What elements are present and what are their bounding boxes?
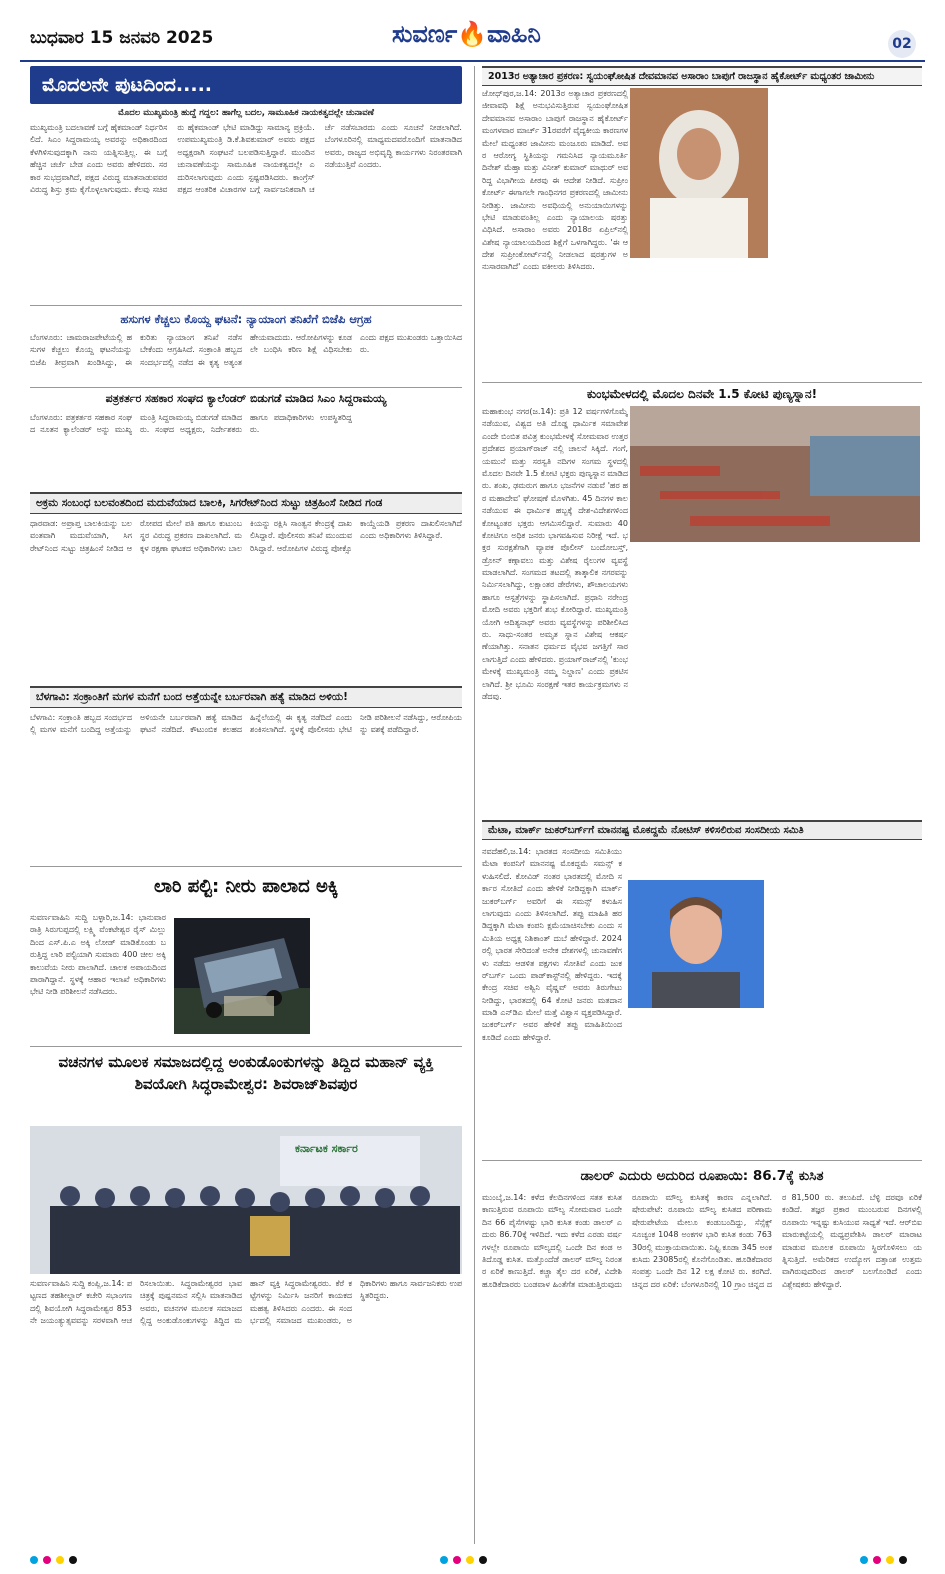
article-headline: ಬೆಳಗಾವಿ: ಸಂಕ್ರಾಂತಿಗೆ ಮಗಳ ಮನೆಗೆ ಬಂದ ಅತ್ತೆಯನ್ನೇ ಬರ್ಬರವಾಗಿ ಹತ್ಯೆ ಮಾಡಿದ ಅಳಿಯ! xyxy=(30,686,462,708)
article-headline: ಡಾಲರ್ ಎದುರು ಅದುರಿದ ರೂಪಾಯಿ: 86.7ಕ್ಕೆ ಕುಸಿತ xyxy=(580,1168,824,1184)
divider xyxy=(482,382,922,383)
section-banner: ಮೊದಲನೇ ಪುಟದಿಂದ..... xyxy=(30,66,462,104)
divider xyxy=(30,866,462,867)
article-body-continued xyxy=(628,1012,764,1146)
color-dot xyxy=(453,1556,461,1564)
color-dot xyxy=(43,1556,51,1564)
color-dot xyxy=(69,1556,77,1564)
footer xyxy=(0,1548,945,1574)
column-divider xyxy=(474,66,475,1544)
color-dot xyxy=(56,1556,64,1564)
color-dot xyxy=(860,1556,868,1564)
color-dot xyxy=(440,1556,448,1564)
logo-text-part2: ವಾಹಿನಿ xyxy=(487,20,541,48)
article-headline: ವಚನಗಳ ಮೂಲಕ ಸಮಾಜದಲ್ಲಿದ್ದ ಅಂಕುಡೊಂಕುಗಳನ್ನು ತಿದ್ದಿದ ಮಹಾನ್ ವ್ಯಕ್ತಿ ಶಿವಯೋಗಿ ಸಿದ್ಧರಾಮೇಶ್ವರ: ಶಿವರಾಜ್‌ಶಿವಪುರ xyxy=(58,1053,434,1093)
page-number: 02 xyxy=(888,30,916,58)
article-body-continued xyxy=(776,88,922,378)
article-headline: ಪತ್ರಕರ್ತರ ಸಹಕಾರ ಸಂಘದ ಕ್ಯಾಲೆಂಡರ್ ಬಿಡುಗಡೆ ಮಾಡಿದ ಸಿಎಂ ಸಿದ್ದರಾಮಯ್ಯ xyxy=(105,392,387,405)
registration-dots-center xyxy=(440,1556,487,1564)
logo-text-part1: ಸುವರ್ಣ xyxy=(392,20,458,48)
article-body-continued xyxy=(630,262,768,378)
color-dot xyxy=(466,1556,474,1564)
article-headline: ಕುಂಭಮೇಳದಲ್ಲಿ ಮೊದಲ ದಿನವೇ 1.5 ಕೋಟಿ ಪುಣ್ಯಸ್ನಾನ! xyxy=(586,387,818,401)
truck-accident-photo xyxy=(174,918,310,1034)
registration-dots-left xyxy=(30,1556,77,1564)
article-body-continued xyxy=(630,548,774,804)
asaram-photo xyxy=(630,88,768,258)
article-body: ಮಹಾಕುಂಭ ನಗರ(ಜ.14): ಪ್ರತಿ 12 ವರ್ಷಗಳಿಗೊಮ್ಮೆ ನಡೆಯುವ, ವಿಶ್ವದ ಅತಿ ದೊಡ್ಡ ಧಾರ್ಮಿಕ ಸಮಾವೇಶ ಎಂದೇ ಬಿಂಬಿತ ಪವಿತ್ರ ಕುಂಭಮೇಳಕ್ಕೆ ಸೋಮವಾರ ಉತ್ತರಪ್ರದೇಶದ ಪ್ರಯಾಗ್‌ರಾಜ್ ನಲ್ಲಿ ಚಾಲನೆ ಸಿಕ್ಕಿದೆ. ಗಂಗೆ, ಯಮುನೆ ಮತ್ತು ಸರಸ್ವತಿ ನದಿಗಳ ಸಂಗಮ ಸ್ಥಳದಲ್ಲಿ ಮೊದಲ ದಿನವೇ 1.5 ಕೋಟಿ ಭಕ್ತರು ಪುಣ್ಯಸ್ನಾನ ಮಾಡಿದರು. ಶಂಖ, ಢಮರುಗ ಹಾಗೂ ಭಜನೆಗಳ ನಡುವೆ 'ಹರ ಹರ ಮಹಾದೇವ' ಘೋಷಣೆ ಮೊಳಗಿತು. 45 ದಿನಗಳ ಕಾಲ ನಡೆಯುವ ಈ ಧಾರ್ಮಿಕ ಹಬ್ಬಕ್ಕೆ ದೇಶ-ವಿದೇಶಗಳಿಂದ ಕೋಟ್ಯಂತರ ಭಕ್ತರು ಆಗಮಿಸಲಿದ್ದಾರೆ. ಸುಮಾರು 40 ಕೋಟಿಗೂ ಅಧಿಕ ಜನರು ಭಾಗವಹಿಸುವ ನಿರೀಕ್ಷೆ ಇದೆ. ಭಕ್ತರ ಸುರಕ್ಷತೆಗಾಗಿ ವ್ಯಾಪಕ ಪೊಲೀಸ್ ಬಂದೋಬಸ್ತ್, ಡ್ರೋನ್ ಕಣ್ಗಾವಲು ಮತ್ತು ವಿಶೇಷ ರೈಲುಗಳ ವ್ಯವಸ್ಥೆ ಮಾಡಲಾಗಿದೆ. ಸಂಗಮದ ತಟದಲ್ಲಿ ತಾತ್ಕಾಲಿಕ ನಗರವನ್ನು ನಿರ್ಮಿಸಲಾಗಿದ್ದು, ಲಕ್ಷಾಂತರ ಡೇರೆಗಳು, ಶೌಚಾಲಯಗಳು ಹಾಗೂ ಆಸ್ಪತ್ರೆಗಳನ್ನು ಸ್ಥಾಪಿಸಲಾಗಿದೆ. ಪ್ರಧಾನಿ ನರೇಂದ್ರ ಮೋದಿ ಅವರು ಭಕ್ತರಿಗೆ ಶುಭ ಕೋರಿದ್ದಾರೆ. ಮುಖ್ಯಮಂತ್ರಿ ಯೋಗಿ ಆದಿತ್ಯನಾಥ್ ಅವರು ವ್ಯವಸ್ಥೆಗಳನ್ನು ಪರಿಶೀಲಿಸಿದರು. ಸಾಧು-ಸಂತರ ಅಮೃತ ಸ್ನಾನ ವಿಶೇಷ ಆಕರ್ಷಣೆಯಾಗಿತ್ತು. ಸನಾತನ ಧರ್ಮದ ವೈಭವ ಜಗತ್ತಿಗೆ ಸಾರಲಾಗುತ್ತಿದೆ ಎಂದು ಹೇಳಿದರು. ಪ್ರಯಾಗ್‌ರಾಜ್‌ನಲ್ಲಿ 'ಕುಂಭಮೇಳಕ್ಕೆ ಮುಖ್ಯಮಂತ್ರಿ ನಮ್ಮ ನಿಲ್ದಾಣ' ಎಂದು ಪ್ರಕಟಿಸಲಾಗಿದೆ. ಶ್ರೀ ಭೂಮಿ ಸಂರಕ್ಷಣೆ ಇತರ ಕಾರ್ಯಕ್ರಮಗಳು ನಡೆದವು. xyxy=(482,407,628,701)
article-body: ಸುವರ್ಣವಾಹಿನಿ ಸುದ್ದಿ ಬಳ್ಳಾರಿ,ಜ.14: ಭಾನುವಾರ ರಾತ್ರಿ ಸಿರುಗುಪ್ಪದಲ್ಲಿ ಲಕ್ಷ್ಮಿ ವೆಂಕಟೇಶ್ವರ ರೈಸ್ ಮಿಲ್ಲು ದಿಂದ ಎಸ್.ಪಿ.ಎ ಅಕ್ಕಿ ಲೋಡ್ ಮಾಡಿಕೊಂಡು ಬರುತ್ತಿದ್ದ ಲಾರಿ ಪಲ್ಟಿಯಾಗಿ ಸುಮಾರು 400 ಚೀಲ ಅಕ್ಕಿ ಕಾಲುವೆಯ ನೀರು ಪಾಲಾಗಿದೆ. ಚಾಲಕ ಅಪಾಯದಿಂದ ಪಾರಾಗಿದ್ದಾನೆ. ಸ್ಥಳಕ್ಕೆ ಆಹಾರ ಇಲಾಖೆ ಅಧಿಕಾರಿಗಳು ಭೇಟಿ ನೀಡಿ ಪರಿಶೀಲನೆ ನಡೆಸಿದರು. xyxy=(30,913,166,997)
article-body: ಸುವರ್ಣವಾಹಿನಿ ಸುದ್ದಿ ಕಂಪ್ಲಿ,ಜ.14: ಪಟ್ಟಣದ ತಹಶೀಲ್ದಾರ್ ಕಚೇರಿ ಸಭಾಂಗಣದಲ್ಲಿ ಶಿವಯೋಗಿ ಸಿದ್ಧರಾಮೇಶ್ವರ 853ನೇ ಜಯಂತ್ಯುತ್ಸವವನ್ನು ಸರಳವಾಗಿ ಆಚರಿಸಲಾಯಿತು. ಸಿದ್ಧರಾಮೇಶ್ವರರ ಭಾವಚಿತ್ರಕ್ಕೆ ಪುಷ್ಪನಮನ ಸಲ್ಲಿಸಿ ಮಾತನಾಡಿದ ಅವರು, ವಚನಗಳ ಮೂಲಕ ಸಮಾಜದಲ್ಲಿದ್ದ ಅಂಕುಡೊಂಕುಗಳನ್ನು ತಿದ್ದಿದ ಮಹಾನ್ ವ್ಯಕ್ತಿ ಸಿದ್ಧರಾಮೇಶ್ವರರು. ಕೆರೆ ಕಟ್ಟೆಗಳನ್ನು ನಿರ್ಮಿಸಿ ಜನರಿಗೆ ಕಾಯಕದ ಮಹತ್ವ ತಿಳಿಸಿದರು ಎಂದರು. ಈ ಸಂದರ್ಭದಲ್ಲಿ ಸಮಾಜದ ಮುಖಂಡರು, ಅಧಿಕಾರಿಗಳು ಹಾಗೂ ಸಾರ್ವಜನಿಕರು ಉಪಸ್ಥಿತರಿದ್ದರು. xyxy=(30,1279,462,1326)
color-dot xyxy=(899,1556,907,1564)
kumbh-mela-photo xyxy=(630,406,920,542)
color-dot xyxy=(479,1556,487,1564)
article-body: ಧಾರವಾಡ: ಅಪ್ರಾಪ್ತ ಬಾಲಕಿಯನ್ನು ಬಲವಂತವಾಗಿ ಮದುವೆಯಾಗಿ, ಸಿಗರೇಟ್‌ನಿಂದ ಸುಟ್ಟು ಚಿತ್ರಹಿಂಸೆ ನೀಡಿದ ಆರೋಪದ ಮೇಲೆ ಪತಿ ಹಾಗೂ ಕುಟುಂಬಸ್ಥರ ವಿರುದ್ಧ ಪ್ರಕರಣ ದಾಖಲಾಗಿದೆ. ಮಕ್ಕಳ ರಕ್ಷಣಾ ಘಟಕದ ಅಧಿಕಾರಿಗಳು ಬಾಲಕಿಯನ್ನು ರಕ್ಷಿಸಿ ಸಾಂತ್ವನ ಕೇಂದ್ರಕ್ಕೆ ದಾಖಲಿಸಿದ್ದಾರೆ. ಪೊಲೀಸರು ತನಿಖೆ ಮುಂದುವರಿಸಿದ್ದಾರೆ. ಆರೋಪಿಗಳ ವಿರುದ್ಧ ಪೋಕ್ಸೊ ಕಾಯ್ದೆಯಡಿ ಪ್ರಕರಣ ದಾಖಲಿಸಲಾಗಿದೆ ಎಂದು ಅಧಿಕಾರಿಗಳು ತಿಳಿಸಿದ್ದಾರೆ. xyxy=(30,519,462,553)
banner-article-body: ಮುಖ್ಯಮಂತ್ರಿ ಬದಲಾವಣೆ ಬಗ್ಗೆ ಹೈಕಮಾಂಡ್ ನಿರ್ಧರಿಸಲಿದೆ. ಸಿಎಂ ಸಿದ್ದರಾಮಯ್ಯ ಅವರನ್ನು ಅಧಿಕಾರದಿಂದ ಕೆಳಗಿಳಿಸುವುದಕ್ಕಾಗಿ ನಾನು ಯತ್ನಿಸುತ್ತಿಲ್ಲ. ಈ ಬಗ್ಗೆ ಹೆಚ್ಚಿನ ಚರ್ಚೆ ಬೇಡ ಎಂದು ಅವರು ಹೇಳಿದರು. ಸರಕಾರ ಸುಭದ್ರವಾಗಿದೆ, ಪಕ್ಷದ ವಿರುದ್ಧ ಮಾತನಾಡುವವರ ವಿರುದ್ಧ ಶಿಸ್ತು ಕ್ರಮ ಕೈಗೊಳ್ಳಲಾಗುವುದು. ಕೆಲವು ಸಚಿವರು ಹೈಕಮಾಂಡ್ ಭೇಟಿ ಮಾಡಿದ್ದು ಸಾಮಾನ್ಯ ಪ್ರಕ್ರಿಯೆ. ಉಪಮುಖ್ಯಮಂತ್ರಿ ಡಿ.ಕೆ.ಶಿವಕುಮಾರ್ ಅವರು ಪಕ್ಷದ ಅಧ್ಯಕ್ಷರಾಗಿ ಸಂಘಟನೆ ಬಲಪಡಿಸುತ್ತಿದ್ದಾರೆ. ಮುಂದಿನ ಚುನಾವಣೆಯನ್ನು ಸಾಮೂಹಿಕ ನಾಯಕತ್ವದಲ್ಲೇ ಎದುರಿಸಲಾಗುವುದು ಎಂದು ಸ್ಪಷ್ಟಪಡಿಸಿದರು. ಕಾಂಗ್ರೆಸ್ ಪಕ್ಷದ ಆಂತರಿಕ ವಿಚಾರಗಳ ಬಗ್ಗೆ ಸಾರ್ವಜನಿಕವಾಗಿ ಚರ್ಚೆ ನಡೆಸಬಾರದು ಎಂದು ಸೂಚನೆ ನೀಡಲಾಗಿದೆ. ಬೆಂಗಳೂರಿನಲ್ಲಿ ಮಾಧ್ಯಮದವರೊಂದಿಗೆ ಮಾತನಾಡಿದ ಅವರು, ರಾಜ್ಯದ ಅಭಿವೃದ್ಧಿ ಕಾರ್ಯಗಳು ನಿರಂತರವಾಗಿ ನಡೆಯುತ್ತಿವೆ ಎಂದರು. xyxy=(30,123,462,194)
color-dot xyxy=(873,1556,881,1564)
zuckerberg-photo xyxy=(628,880,764,1008)
article-headline: ಮೆಟಾ, ಮಾರ್ಕ್ ಜುಕರ್‌ಬರ್ಗ್‌ಗೆ ಮಾನನಷ್ಟ ಮೊಕದ್ದಮೆ ನೋಟಿಸ್ ಕಳಿಸಲಿರುವ ಸಂಸದೀಯ ಸಮಿತಿ xyxy=(482,820,922,840)
flame-icon: 🔥 xyxy=(457,20,488,48)
divider xyxy=(30,1046,462,1047)
article-body-continued xyxy=(778,548,922,804)
banner-subtitle: ಮೊದಲ ಮುಖ್ಯಮಂತ್ರಿ ಹುದ್ದೆ ಗದ್ದಲ: ಹಾಗೆಲ್ಲ ಬದಲ, ಸಾಮೂಹಿಕ ನಾಯಕತ್ವದಲ್ಲೇ ಚುನಾವಣೆ xyxy=(118,108,374,118)
article-body-continued xyxy=(772,880,922,1146)
article-body: ನವದೆಹಲಿ,ಜ.14: ಭಾರತದ ಸಂಸದೀಯ ಸಮಿತಿಯು ಮೆಟಾ ಕಂಪನಿಗೆ ಮಾನನಷ್ಟ ಮೊಕದ್ದಮೆ ಸಮನ್ಸ್ ಕಳುಹಿಸಲಿದೆ. ಕೋವಿಡ್ ನಂತರ ಭಾರತದಲ್ಲಿ ಮೋದಿ ಸರ್ಕಾರ ಸೋತಿದೆ ಎಂದು ಹೇಳಿಕೆ ನೀಡಿದ್ದಕ್ಕಾಗಿ ಮಾರ್ಕ್ ಜುಕರ್‌ಬರ್ಗ್ ಅವರಿಗೆ ಈ ಸಮನ್ಸ್ ಕಳುಹಿಸಲಾಗುವುದು ಎಂದು ತಿಳಿಸಲಾಗಿದೆ. ತಪ್ಪು ಮಾಹಿತಿ ಹರಡಿದ್ದಕ್ಕಾಗಿ ಮೆಟಾ ಕಂಪನಿ ಕ್ಷಮೆಯಾಚಿಸಬೇಕು ಎಂದು ಸಮಿತಿಯ ಅಧ್ಯಕ್ಷ ನಿಶಿಕಾಂತ್ ದುಬೆ ಹೇಳಿದ್ದಾರೆ. 2024ರಲ್ಲಿ ಭಾರತ ಸೇರಿದಂತೆ ಅನೇಕ ದೇಶಗಳಲ್ಲಿ ಚುನಾವಣೆಗಳು ನಡೆದು ಆಡಳಿತ ಪಕ್ಷಗಳು ಸೋತಿವೆ ಎಂದು ಜುಕರ್‌ಬರ್ಗ್ ಒಂದು ಪಾಡ್‌ಕಾಸ್ಟ್‌ನಲ್ಲಿ ಹೇಳಿದ್ದರು. ಇದಕ್ಕೆ ಕೇಂದ್ರ ಸಚಿವ ಅಶ್ವಿನಿ ವೈಷ್ಣವ್ ಅವರು ತಿರುಗೇಟು ನೀಡಿದ್ದು, ಭಾರತದಲ್ಲಿ 64 ಕೋಟಿ ಜನರು ಮತದಾನ ಮಾಡಿ ಎನ್‌ಡಿಎ ಮೇಲೆ ಮತ್ತೆ ವಿಶ್ವಾಸ ವ್ಯಕ್ತಪಡಿಸಿದ್ದಾರೆ. ಜುಕರ್‌ಬರ್ಗ್ ಅವರ ಹೇಳಿಕೆ ತಪ್ಪು ಮಾಹಿತಿಯಿಂದ ಕೂಡಿದೆ ಎಂದು ಹೇಳಿದ್ದಾರೆ. xyxy=(482,847,622,1042)
article-headline: ಲಾರಿ ಪಲ್ಟಿ: ನೀರು ಪಾಲಾದ ಅಕ್ಕಿ xyxy=(153,876,339,897)
article-body: ಬೆಂಗಳೂರು: ಚಾಮರಾಜಪೇಟೆಯಲ್ಲಿ ಹಸುಗಳ ಕೆಚ್ಚಲು ಕೊಯ್ದ ಘಟನೆಯನ್ನು ಬಿಜೆಪಿ ತೀವ್ರವಾಗಿ ಖಂಡಿಸಿದ್ದು, ಈ ಕುರಿತು ನ್ಯಾಯಾಂಗ ತನಿಖೆ ನಡೆಸಬೇಕೆಂದು ಆಗ್ರಹಿಸಿದೆ. ಸಂಕ್ರಾಂತಿ ಹಬ್ಬದ ಸಂದರ್ಭದಲ್ಲಿ ನಡೆದ ಈ ಕೃತ್ಯ ಅತ್ಯಂತ ಹೇಯವಾದುದು. ಆರೋಪಿಗಳನ್ನು ಕೂಡಲೇ ಬಂಧಿಸಿ ಕಠಿಣ ಶಿಕ್ಷೆ ವಿಧಿಸಬೇಕು ಎಂದು ಪಕ್ಷದ ಮುಖಂಡರು ಒತ್ತಾಯಿಸಿದರು. xyxy=(30,333,462,367)
divider xyxy=(30,305,462,306)
event-photo xyxy=(30,1126,462,1274)
article-headline: 2013ರ ಅತ್ಯಾಚಾರ ಪ್ರಕರಣ: ಸ್ವಯಂಘೋಷಿತ ದೇವಮಾನವ ಅಸಾರಾಂ ಬಾಪುಗೆ ರಾಜಸ್ಥಾನ ಹೈಕೋರ್ಟ್ ಮಧ್ಯಂತರ ಜಾಮೀನು xyxy=(482,66,922,86)
article-body: ಜೋಧ್‌ಪುರ,ಜ.14: 2013ರ ಅತ್ಯಾಚಾರ ಪ್ರಕರಣದಲ್ಲಿ ಜೀವಾವಧಿ ಶಿಕ್ಷೆ ಅನುಭವಿಸುತ್ತಿರುವ ಸ್ವಯಂಘೋಷಿತ ದೇವಮಾನವ ಅಸಾರಾಂ ಬಾಪುಗೆ ರಾಜಸ್ಥಾನ ಹೈಕೋರ್ಟ್ ಮಂಗಳವಾರ ಮಾರ್ಚ್ 31ರವರೆಗೆ ವೈದ್ಯಕೀಯ ಕಾರಣಗಳ ಮೇಲೆ ಮಧ್ಯಂತರ ಜಾಮೀನು ಮಂಜೂರು ಮಾಡಿದೆ. ಅವರ ಆರೋಗ್ಯ ಸ್ಥಿತಿಯನ್ನು ಗಮನಿಸಿದ ನ್ಯಾಯಮೂರ್ತಿ ದಿನೇಶ್ ಮೆಹ್ತಾ ಮತ್ತು ವಿನೀತ್ ಕುಮಾರ್ ಮಾಥುರ್ ಅವರಿದ್ದ ವಿಭಾಗೀಯ ಪೀಠವು ಈ ಆದೇಶ ನೀಡಿದೆ. ಸುಪ್ರೀಂ ಕೋರ್ಟ್ ಈಗಾಗಲೇ ಗಾಂಧಿನಗರ ಪ್ರಕರಣದಲ್ಲಿ ಜಾಮೀನು ನೀಡಿತ್ತು. ಜಾಮೀನು ಅವಧಿಯಲ್ಲಿ ಅನುಯಾಯಿಗಳನ್ನು ಭೇಟಿ ಮಾಡುವಂತಿಲ್ಲ ಎಂದು ನ್ಯಾಯಾಲಯ ಷರತ್ತು ವಿಧಿಸಿದೆ. ಅಸಾರಾಂ ಅವರು 2018ರ ಏಪ್ರಿಲ್‌ನಲ್ಲಿ ವಿಶೇಷ ನ್ಯಾಯಾಲಯದಿಂದ ಶಿಕ್ಷೆಗೆ ಒಳಗಾಗಿದ್ದರು. 'ಈ ಆದೇಶ ಸುಪ್ರೀಂಕೋರ್ಟ್‌ನಲ್ಲಿ ನೀಡಲಾದ ಷರತ್ತುಗಳ ಅನುಸಾರವಾಗಿದೆ' ಎಂದು ವಕೀಲರು ತಿಳಿಸಿದರು. xyxy=(482,89,628,272)
article-body-continued xyxy=(318,918,462,1038)
newspaper-logo xyxy=(392,20,541,48)
masthead-rule xyxy=(20,60,925,62)
article-headline: ಹಸುಗಳ ಕೆಚ್ಚಲು ಕೊಯ್ದ ಘಟನೆ: ನ್ಯಾಯಾಂಗ ತನಿಖೆಗೆ ಬಿಜೆಪಿ ಆಗ್ರಹ xyxy=(120,312,372,326)
color-dot xyxy=(30,1556,38,1564)
article-body: ಮುಂಬೈ,ಜ.14: ಕಳೆದ ಕೆಲದಿನಗಳಿಂದ ಸತತ ಕುಸಿತ ಕಾಣುತ್ತಿರುವ ರೂಪಾಯಿ ಮೌಲ್ಯ ಸೋಮವಾರ ಒಂದೇ ದಿನ 66 ಪೈಸೆಗಳಷ್ಟು ಭಾರಿ ಕುಸಿತ ಕಂಡು ಡಾಲರ್ ಎದುರು 86.70ಕ್ಕೆ ಇಳಿದಿದೆ. ಇದು ಕಳೆದ ಎರಡು ವರ್ಷಗಳಲ್ಲೇ ರೂಪಾಯಿ ಮೌಲ್ಯದಲ್ಲಿ ಒಂದೇ ದಿನ ಕಂಡ ಅತಿದೊಡ್ಡ ಕುಸಿತ. ಮತ್ತೊಂದೆಡೆ ಡಾಲರ್ ಮೌಲ್ಯ ನಿರಂತರ ಏರಿಕೆ ಕಾಣುತ್ತಿದೆ. ಕಚ್ಚಾ ತೈಲ ದರ ಏರಿಕೆ, ವಿದೇಶಿ ಹೂಡಿಕೆದಾರರು ಬಂಡವಾಳ ಹಿಂತೆಗೆತ ಮಾಡುತ್ತಿರುವುದು ರೂಪಾಯಿ ಮೌಲ್ಯ ಕುಸಿತಕ್ಕೆ ಕಾರಣ ಎನ್ನಲಾಗಿದೆ. ಷೇರುಪೇಟೆ: ರೂಪಾಯಿ ಮೌಲ್ಯ ಕುಸಿತದ ಪರಿಣಾಮ ಷೇರುಪೇಟೆಯ ಮೇಲೂ ಕಂಡುಬಂದಿದ್ದು, ಸೆನ್ಸೆಕ್ಸ್ ಸೂಚ್ಯಂಕ 1048 ಅಂಕಗಳ ಭಾರಿ ಕುಸಿತ ಕಂಡು 76330ರಲ್ಲಿ ಮುಕ್ತಾಯವಾಯಿತು. ನಿಫ್ಟಿ ಕೂಡಾ 345 ಅಂಕ ಕುಸಿದು 23085ರಲ್ಲಿ ಕೊನೆಗೊಂಡಿತು. ಹೂಡಿಕೆದಾರರ ಸಂಪತ್ತು ಒಂದೇ ದಿನ 12 ಲಕ್ಷ ಕೋಟಿ ರು. ಕರಗಿದೆ. ಚಿನ್ನದ ದರ ಏರಿಕೆ: ಬೆಂಗಳೂರಿನಲ್ಲಿ 10 ಗ್ರಾಂ ಚಿನ್ನದ ದರ 81,500 ರು. ತಲುಪಿದೆ. ಬೆಳ್ಳಿ ದರವೂ ಏರಿಕೆ ಕಂಡಿದೆ. ತಜ್ಞರ ಪ್ರಕಾರ ಮುಂಬರುವ ದಿನಗಳಲ್ಲಿ ರೂಪಾಯಿ ಇನ್ನಷ್ಟು ಕುಸಿಯುವ ಸಾಧ್ಯತೆ ಇದೆ. ಆರ್‌ಬಿಐ ಮಾರುಕಟ್ಟೆಯಲ್ಲಿ ಮಧ್ಯಪ್ರವೇಶಿಸಿ ಡಾಲರ್ ಮಾರಾಟ ಮಾಡುವ ಮೂಲಕ ರೂಪಾಯಿ ಸ್ಥಿರಗೊಳಿಸಲು ಯತ್ನಿಸುತ್ತಿದೆ. ಅಮೆರಿಕದ ಉದ್ಯೋಗ ದತ್ತಾಂಶ ಉತ್ತಮವಾಗಿರುವುದರಿಂದ ಡಾಲರ್ ಬಲಗೊಂಡಿದೆ ಎಂದು ವಿಶ್ಲೇಷಕರು ಹೇಳಿದ್ದಾರೆ. xyxy=(482,1193,922,1289)
divider xyxy=(482,1160,922,1161)
color-dot xyxy=(886,1556,894,1564)
registration-dots-right xyxy=(860,1556,907,1564)
article-body: ಬೆಳಗಾವಿ: ಸಂಕ್ರಾಂತಿ ಹಬ್ಬದ ಸಂದರ್ಭದಲ್ಲಿ ಮಗಳ ಮನೆಗೆ ಬಂದಿದ್ದ ಅತ್ತೆಯನ್ನು ಅಳಿಯನೇ ಬರ್ಬರವಾಗಿ ಹತ್ಯೆ ಮಾಡಿದ ಘಟನೆ ನಡೆದಿದೆ. ಕೌಟುಂಬಿಕ ಕಲಹದ ಹಿನ್ನೆಲೆಯಲ್ಲಿ ಈ ಕೃತ್ಯ ನಡೆದಿದೆ ಎಂದು ಶಂಕಿಸಲಾಗಿದೆ. ಸ್ಥಳಕ್ಕೆ ಪೊಲೀಸರು ಭೇಟಿ ನೀಡಿ ಪರಿಶೀಲನೆ ನಡೆಸಿದ್ದು, ಆರೋಪಿಯನ್ನು ವಶಕ್ಕೆ ಪಡೆದಿದ್ದಾರೆ. xyxy=(30,713,462,735)
article-headline: ಅಕ್ರಮ ಸಂಬಂಧ ಬಲವಂತದಿಂದ ಮದುವೆಯಾದ ಬಾಲಕಿ, ಸಿಗರೇಟ್‌ನಿಂದ ಸುಟ್ಟು ಚಿತ್ರಹಿಂಸೆ ನೀಡಿದ ಗಂಡ xyxy=(30,492,462,514)
article-body: ಬೆಂಗಳೂರು: ಪತ್ರಕರ್ತರ ಸಹಕಾರ ಸಂಘದ ನೂತನ ಕ್ಯಾಲೆಂಡರ್ ಅನ್ನು ಮುಖ್ಯಮಂತ್ರಿ ಸಿದ್ದರಾಮಯ್ಯ ಬಿಡುಗಡೆ ಮಾಡಿದರು. ಸಂಘದ ಅಧ್ಯಕ್ಷರು, ನಿರ್ದೇಶಕರು ಹಾಗೂ ಪದಾಧಿಕಾರಿಗಳು ಉಪಸ್ಥಿತರಿದ್ದರು. xyxy=(30,413,352,435)
issue-date: ಬುಧವಾರ 15 ಜನವರಿ 2025 xyxy=(30,28,214,48)
divider xyxy=(30,387,462,388)
photo-banner-text: ಕರ್ನಾಟಕ ಸರ್ಕಾರ xyxy=(295,1142,358,1155)
masthead xyxy=(0,0,945,62)
